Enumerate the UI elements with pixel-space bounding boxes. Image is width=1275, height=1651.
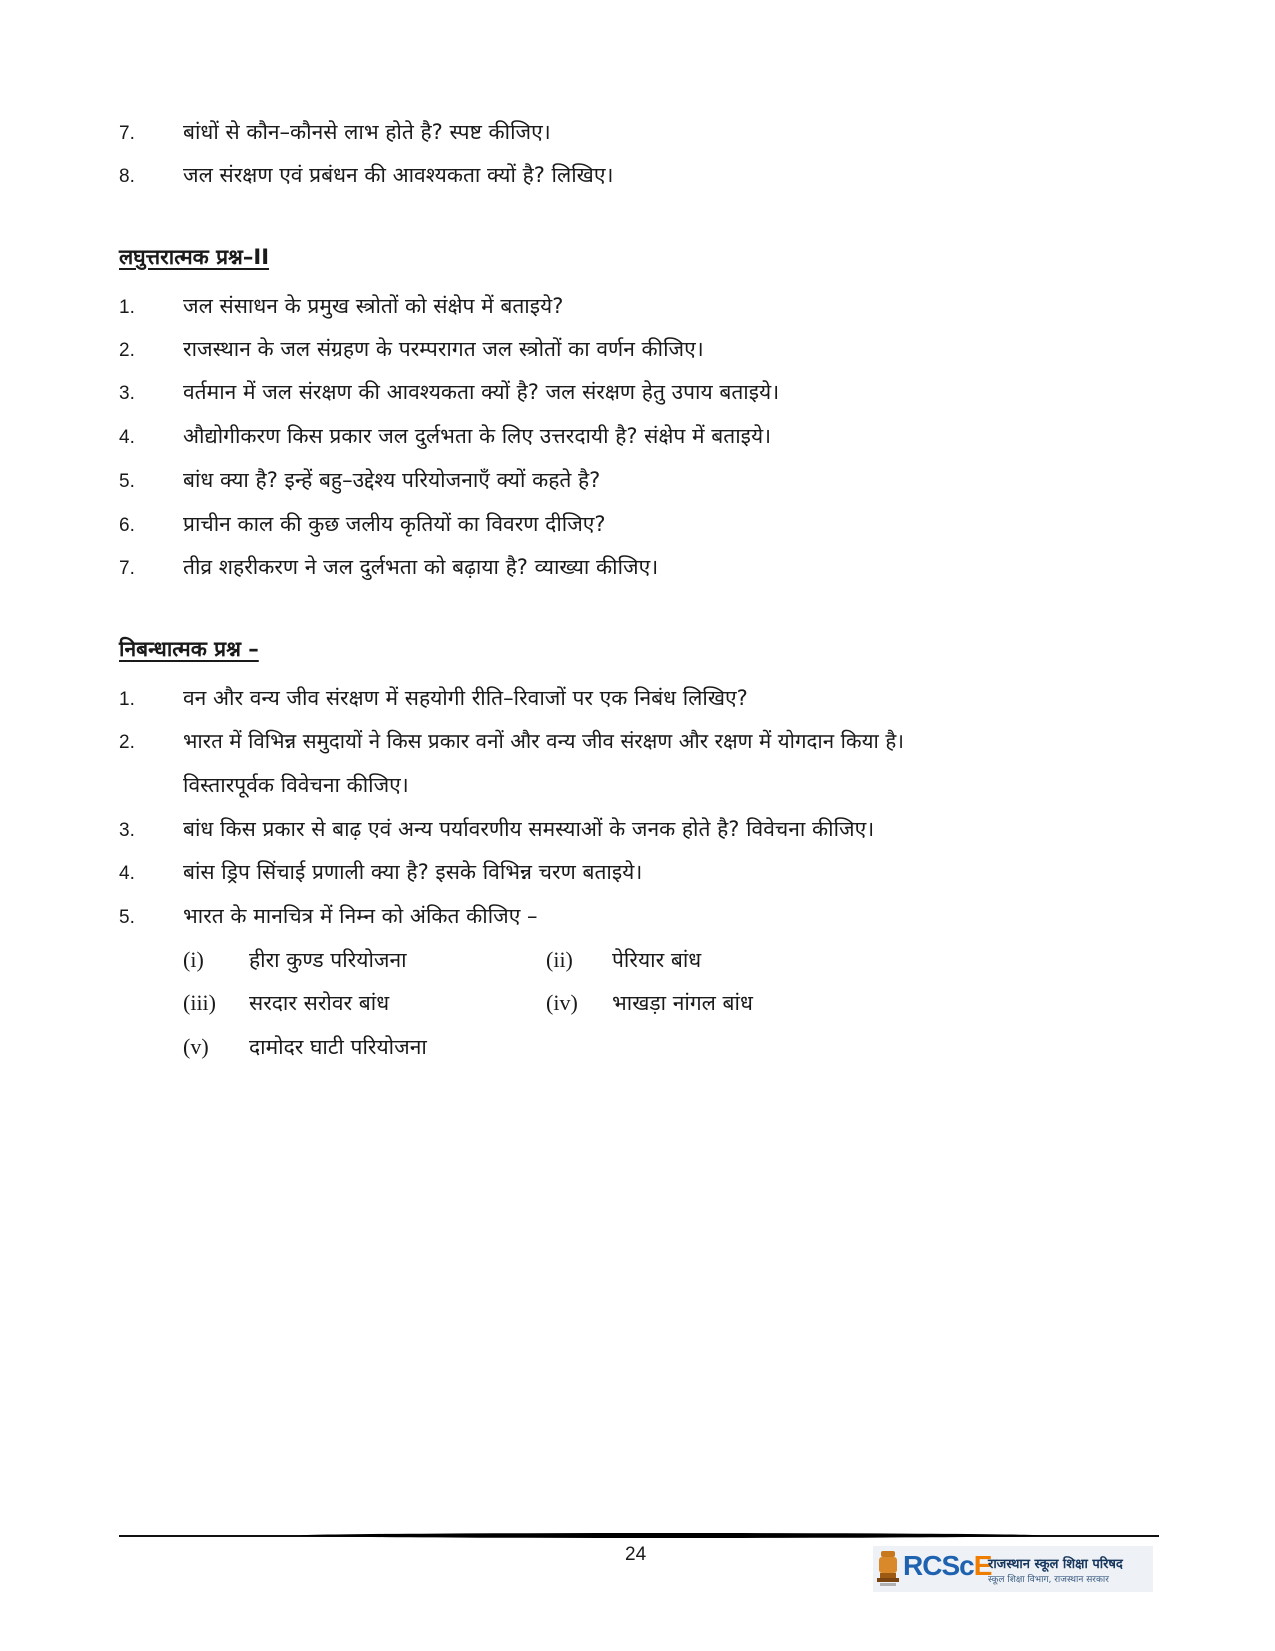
map-item [183, 983, 483, 1023]
question-continuation: विस्तारपूर्वक विवेचना कीजिए। [183, 773, 409, 797]
question-item [0, 372, 1275, 412]
question-item [0, 547, 1275, 587]
question-number: 2. [119, 340, 135, 361]
rcsce-logo [873, 1546, 1153, 1592]
question-item [0, 896, 1275, 936]
map-item [546, 983, 846, 1023]
map-item-label: पेरियार बांध [612, 948, 702, 972]
question-text: बांध किस प्रकार से बाढ़ एवं अन्य पर्यावरणीय समस्याओं के जनक होते है? विवेचना कीजिए। [183, 817, 875, 841]
question-text: जल संरक्षण एवं प्रबंधन की आवश्यकता क्यों है? लिखिए। [183, 163, 614, 187]
map-item [546, 940, 846, 980]
logo-org-name: राजस्थान स्कूल शिक्षा परिषद [988, 1557, 1123, 1572]
question-text: बांस ड्रिप सिंचाई प्रणाली क्या है? इसके विभिन्न चरण बताइये। [183, 860, 643, 884]
question-item [0, 416, 1275, 456]
question-number: 2. [119, 732, 135, 753]
question-number: 5. [119, 471, 135, 492]
map-item-label: दामोदर घाटी परियोजना [249, 1035, 427, 1059]
question-text: तीव्र शहरीकरण ने जल दुर्लभता को बढ़ाया है? व्याख्या कीजिए। [183, 555, 659, 579]
question-number: 4. [119, 863, 135, 884]
logo-wordmark: RCScE [903, 1550, 992, 1581]
question-text: वर्तमान में जल संरक्षण की आवश्यकता क्यों है? जल संरक्षण हेतु उपाय बताइये। [183, 380, 780, 404]
map-item-numeral: (iii) [183, 990, 216, 1015]
question-number: 8. [119, 166, 135, 187]
question-item [0, 504, 1275, 544]
question-number: 1. [119, 297, 135, 318]
map-item [183, 1027, 483, 1067]
question-text: जल संसाधन के प्रमुख स्त्रोतों को संक्षेप में बताइये? [183, 294, 564, 318]
question-item [0, 460, 1275, 500]
question-item [0, 678, 1275, 718]
question-item [0, 852, 1275, 892]
question-text: भारत के मानचित्र में निम्न को अंकित कीजिए – [183, 904, 538, 928]
question-text: बांधों से कौन–कौनसे लाभ होते है? स्पष्ट कीजिए। [183, 120, 551, 144]
question-number: 7. [119, 558, 135, 579]
question-number: 3. [119, 820, 135, 841]
question-text: राजस्थान के जल संग्रहण के परम्परागत जल स्त्रोतों का वर्णन कीजिए। [183, 337, 704, 361]
question-text: प्राचीन काल की कुछ जलीय कृतियों का विवरण दीजिए? [183, 512, 606, 536]
question-item [0, 721, 1275, 761]
question-text: वन और वन्य जीव संरक्षण में सहयोगी रीति–रिवाजों पर एक निबंध लिखिए? [183, 686, 748, 710]
map-item-numeral: (i) [183, 947, 204, 972]
question-number: 3. [119, 383, 135, 404]
question-text: भारत में विभिन्न समुदायों ने किस प्रकार वनों और वन्य जीव संरक्षण और रक्षण में योगदान किया है। [183, 729, 905, 753]
map-item-label: सरदार सरोवर बांध [249, 991, 390, 1015]
state-emblem-icon [875, 1548, 901, 1588]
page-number: 24 [625, 1544, 647, 1565]
section-heading-short-answer-2: लघुत्तरात्मक प्रश्न–II [119, 245, 270, 269]
question-number: 1. [119, 689, 135, 710]
map-item-numeral: (ii) [546, 947, 573, 972]
logo-dept-name: स्कूल शिक्षा विभाग, राजस्थान सरकार [988, 1575, 1109, 1585]
map-item-label: हीरा कुण्ड परियोजना [249, 948, 407, 972]
question-number: 4. [119, 427, 135, 448]
question-number: 6. [119, 515, 135, 536]
map-item-numeral: (v) [183, 1034, 209, 1059]
map-item-label: भाखड़ा नांगल बांध [612, 991, 753, 1015]
section-heading-essay: निबन्धात्मक प्रश्न – [119, 637, 259, 661]
map-item [183, 940, 483, 980]
question-item [0, 155, 1275, 195]
question-item [0, 286, 1275, 326]
question-number: 7. [119, 123, 135, 144]
question-item [0, 809, 1275, 849]
question-item [0, 329, 1275, 369]
map-item-numeral: (iv) [546, 990, 578, 1015]
question-number: 5. [119, 907, 135, 928]
question-text: बांध क्या है? इन्हें बहु–उद्देश्य परियोजनाएँ क्यों कहते है? [183, 468, 601, 492]
footer-rule-accent [300, 1533, 1040, 1538]
question-text: औद्योगीकरण किस प्रकार जल दुर्लभता के लिए उत्तरदायी है? संक्षेप में बताइये। [183, 424, 772, 448]
question-item [0, 112, 1275, 152]
